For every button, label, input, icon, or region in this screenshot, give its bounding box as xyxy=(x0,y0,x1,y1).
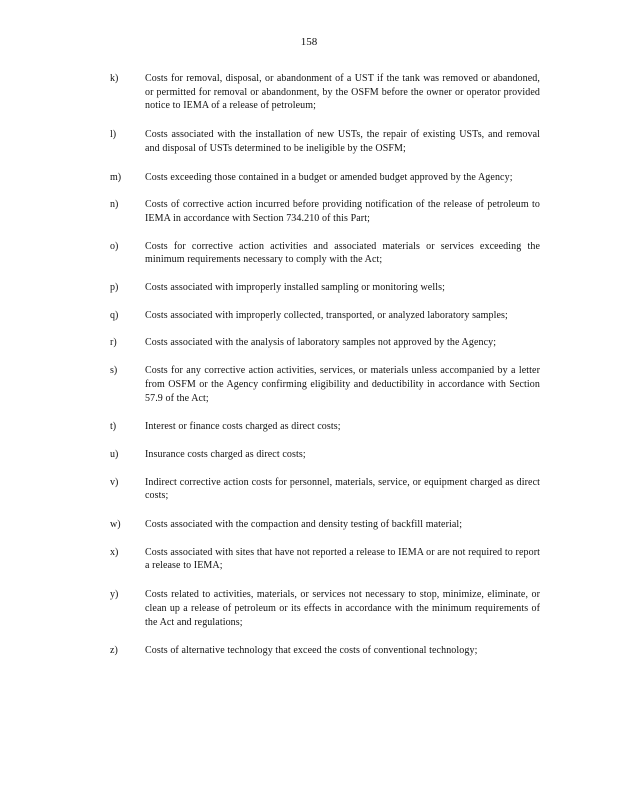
list-item-p xyxy=(110,281,540,295)
list-item-u xyxy=(110,448,540,462)
list-item-y xyxy=(110,588,540,629)
item-text: Costs associated with improperly collected, transported, or analyzed laboratory samples; xyxy=(145,309,508,321)
cost-list xyxy=(110,72,540,658)
item-text: Costs for corrective action activities and associated materials or services exceeding the minimum requirements necessary to comply with the Act; xyxy=(145,240,540,266)
list-item-s xyxy=(110,364,540,405)
list-item-t xyxy=(110,420,540,434)
item-marker: n) xyxy=(110,199,119,211)
item-marker: q) xyxy=(110,309,119,321)
item-marker: v) xyxy=(110,476,119,488)
item-marker: l) xyxy=(110,129,117,141)
list-item-x xyxy=(110,546,540,573)
item-text: Costs exceeding those contained in a budget or amended budget approved by the Agency; xyxy=(145,171,513,183)
list-item-q xyxy=(110,309,540,323)
item-marker: t) xyxy=(110,421,117,433)
item-text: Indirect corrective action costs for personnel, materials, service, or equipment charged as direct costs; xyxy=(145,476,540,502)
list-item-w xyxy=(110,518,540,532)
list-item-z xyxy=(110,644,540,658)
item-marker: k) xyxy=(110,73,119,84)
item-marker: m) xyxy=(110,171,122,183)
list-item-v xyxy=(110,476,540,503)
item-text: Costs associated with the compaction and density testing of backfill material; xyxy=(145,519,463,531)
item-text: Costs related to activities, materials, or services not necessary to stop, minimize, eliminate, or clean up a release of petroleum or its effects in accordance with the minimum requirements of the Act and regulations; xyxy=(145,589,540,628)
item-text: Interest or finance costs charged as direct costs; xyxy=(145,421,341,433)
item-marker: u) xyxy=(110,448,119,460)
page-number: 158 xyxy=(300,36,318,48)
list-item-n xyxy=(110,198,540,225)
item-marker: x) xyxy=(110,546,119,558)
list-item-m xyxy=(110,171,540,185)
item-text: Costs associated with sites that have not reported a release to IEMA or are not required to report a release to IEMA; xyxy=(145,546,540,572)
item-marker: o) xyxy=(110,240,119,252)
item-marker: s) xyxy=(110,365,118,377)
item-text: Insurance costs charged as direct costs; xyxy=(145,448,306,460)
item-marker: z) xyxy=(110,645,118,657)
item-text: Costs of corrective action incurred before providing notification of the release of petroleum to IEMA in accordance with Section 734.210 of this Part; xyxy=(145,199,540,224)
item-text: Costs for any corrective action activities, services, or materials unless accompanied by a letter from OSFM or the Agency confirming eligibility and deductibility in accordance with Section 57.9 of the Act; xyxy=(145,365,540,404)
item-text: Costs of alternative technology that exceed the costs of conventional technology; xyxy=(145,645,478,657)
item-marker: y) xyxy=(110,589,119,601)
list-item-r xyxy=(110,336,540,350)
item-text: Costs associated with the installation of new USTs, the repair of existing USTs, and removal and disposal of USTs determined to be ineligible by the OSFM; xyxy=(145,129,540,154)
list-item-o xyxy=(110,240,540,267)
item-marker: p) xyxy=(110,282,119,294)
list-item-k xyxy=(110,72,540,113)
item-text: Costs associated with improperly installed sampling or monitoring wells; xyxy=(145,282,445,294)
item-text: Costs associated with the analysis of laboratory samples not approved by the Agency; xyxy=(145,337,497,349)
list-item-l xyxy=(110,128,540,155)
item-marker: w) xyxy=(110,519,121,531)
item-marker: r) xyxy=(110,337,117,349)
item-text: Costs for removal, disposal, or abandonment of a UST if the tank was removed or abandoned, or permitted for removal or abandonment, by the OSFM before the owner or operator provided notice to IEMA of a release of petroleum; xyxy=(145,73,540,112)
